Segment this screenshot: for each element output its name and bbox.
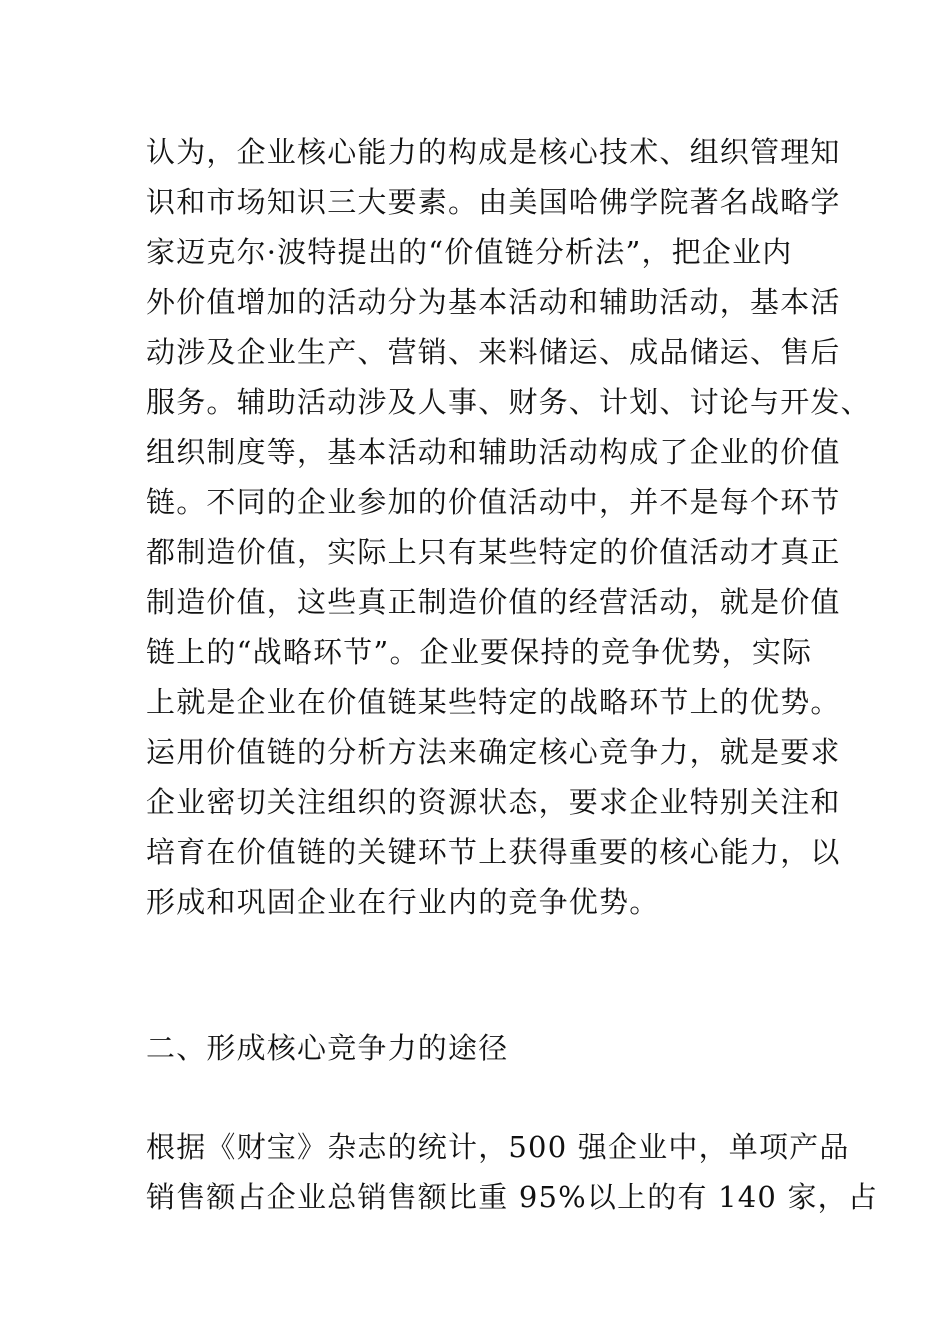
paragraph-line: 组织制度等，基本活动和辅助活动构成了企业的价值 [146,435,841,469]
paragraph-line: 形成和巩固企业在行业内的竞争优势。 [146,885,660,919]
paragraph-line: 上就是企业在价值链某些特定的战略环节上的优势。 [146,685,841,719]
paragraph-line: 动涉及企业生产、营销、来料储运、成品储运、售后 [146,335,841,369]
paragraph-line: 认为，企业核心能力的构成是核心技术、组织管理知 [146,135,841,169]
paragraph-line: 培育在价值链的关键环节上获得重要的核心能力，以 [146,835,841,869]
paragraph-line: 链上的“战略环节”。企业要保持的竞争优势，实际 [146,635,813,669]
paragraph-line: 家迈克尔·波特提出的“价值链分析法”，把企业内 [146,235,793,269]
body-paragraph [146,1122,879,1222]
paragraph-line: 企业密切关注组织的资源状态，要求企业特别关注和 [146,785,841,819]
section-heading-text: 二、形成核心竞争力的途径 [146,1031,509,1065]
paragraph-line: 识和市场知识三大要素。由美国哈佛学院著名战略学 [146,185,841,219]
paragraph-line: 销售额占企业总销售额比重 95%以上的有 140 家，占 [146,1180,879,1214]
paragraph-line: 外价值增加的活动分为基本活动和辅助活动，基本活 [146,285,841,319]
paragraph-line: 运用价值链的分析方法来确定核心竞争力，就是要求 [146,735,841,769]
paragraph-line: 链。不同的企业参加的价值活动中，并不是每个环节 [146,485,841,519]
body-paragraph [146,127,871,927]
section-heading [146,1023,816,1073]
paragraph-line: 根据《财宝》杂志的统计，500 强企业中，单项产品 [146,1130,850,1164]
paragraph-line: 制造价值，这些真正制造价值的经营活动，就是价值 [146,585,841,619]
paragraph-line: 服务。辅助活动涉及人事、财务、计划、讨论与开发、 [146,385,871,419]
paragraph-line: 都制造价值，实际上只有某些特定的价值活动才真正 [146,535,841,569]
